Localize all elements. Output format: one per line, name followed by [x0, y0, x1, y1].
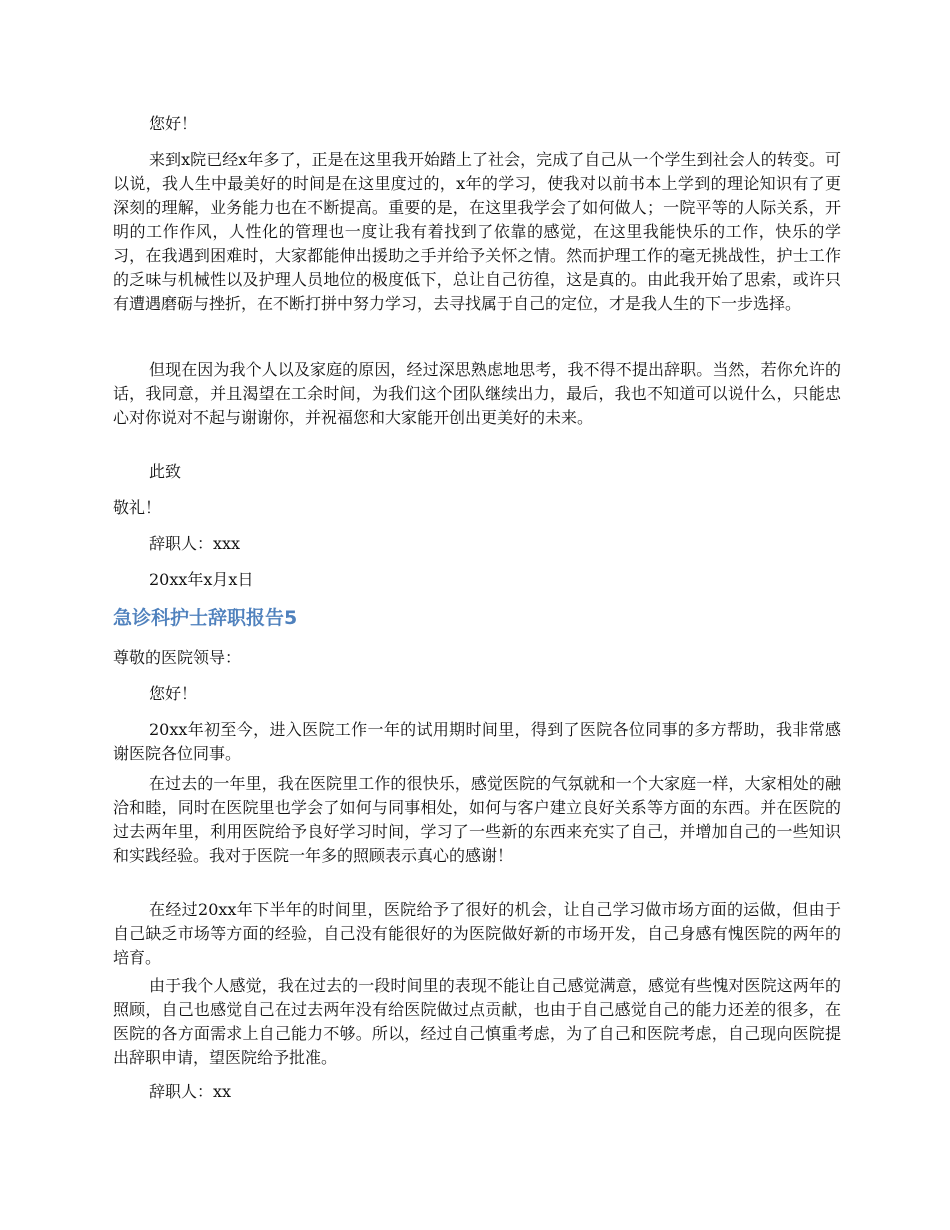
body-paragraph: 在经过20xx年下半年的时间里，医院给予了很好的机会，让自己学习做市场方面的运做，但由于自己缺乏市场等方面的经验，自己没有能很好的为医院做好新的市场开发，自己身感有愧医院的两年的培育。 — [113, 900, 841, 967]
body-paragraph: 在过去的一年里，我在医院里工作的很快乐，感觉医院的气氛就和一个大家庭一样，大家相处的融洽和睦，同时在医院里也学会了如何与同事相处，如何与客户建立良好关系等方面的东西。并在医院的过去两年里，利用医院给予良好学习时间，学习了一些新的东西来充实了自己，并增加自己的一些知识和实践经验。我对于医院一年多的照顾表示真心的感谢！ — [113, 774, 841, 865]
body-paragraph: 来到x院已经x年多了，正是在这里我开始踏上了社会，完成了自己从一个学生到社会人的转变。可以说，我人生中最美好的时间是在这里度过的，x年的学习，使我对以前书本上学到的理论知识有了更深刻的理解，业务能力也在不断提高。重要的是，在这里我学会了如何做人；一院平等的人际关系，开明的工作作风，人性化的管理也一度让我有着找到了依靠的感觉，在这里我能快乐的工作，快乐的学习，在我遇到困难时，大家都能伸出援助之手并给予关怀之情。然而护理工作的毫无挑战性，护士工作的乏味与机械性以及护理人员地位的极度低下，总让自己彷徨，这是真的。由此我开始了思索，或许只有遭遇磨砺与挫折，在不断打拼中努力学习，去寻找属于自己的定位，才是我人生的下一步选择。 — [113, 150, 841, 313]
salutation: 尊敬的医院领导： — [113, 648, 242, 667]
closing-line: 此致 — [149, 462, 182, 481]
greeting: 您好！ — [149, 114, 198, 133]
greeting: 您好！ — [149, 684, 198, 703]
section-heading: 急诊科护士辞职报告5 — [113, 607, 298, 629]
signer-line: 辞职人：xx — [149, 1082, 232, 1101]
body-paragraph: 但现在因为我个人以及家庭的原因，经过深思熟虑地思考，我不得不提出辞职。当然，若你允许的话，我同意，并且渴望在工余时间，为我们这个团队继续出力，最后，我也不知道可以说什么，只能忠心对你说对不起与谢谢你，并祝福您和大家能开创出更美好的未来。 — [113, 360, 841, 427]
closing-salute: 敬礼！ — [113, 498, 162, 517]
body-paragraph: 由于我个人感觉，我在过去的一段时间里的表现不能让自己感觉满意，感觉有些愧对医院这两年的照顾，自己也感觉自己在过去两年没有给医院做过点贡献，也由于自己感觉自己的能力还差的很多，在医院的各方面需求上自己能力不够。所以，经过自己慎重考虑，为了自己和医院考虑，自己现向医院提出辞职申请，望医院给予批准。 — [113, 976, 841, 1067]
date-line: 20xx年x月x日 — [149, 570, 254, 589]
body-paragraph: 20xx年初至今，进入医院工作一年的试用期时间里，得到了医院各位同事的多方帮助，我非常感谢医院各位同事。 — [113, 720, 841, 763]
signer-line: 辞职人：xxx — [149, 534, 241, 553]
